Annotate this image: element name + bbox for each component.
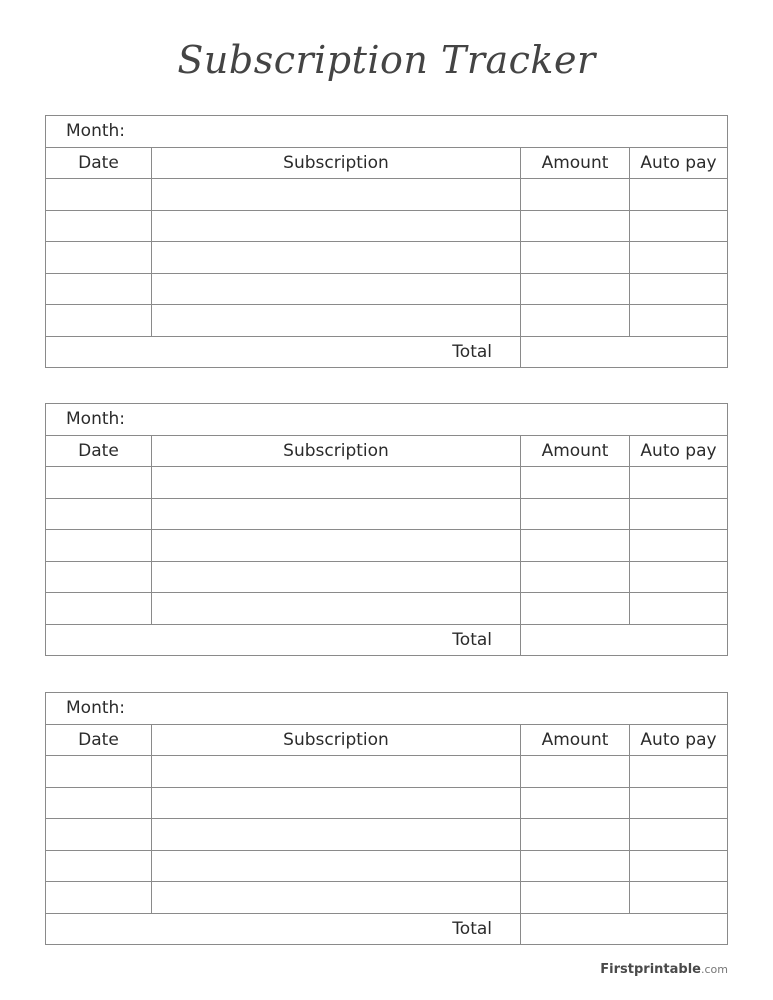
amount-cell[interactable]: [521, 305, 630, 337]
amount-cell[interactable]: [521, 819, 630, 851]
tracker-table-2: [45, 403, 728, 656]
autopay-cell[interactable]: [630, 273, 728, 305]
table-row: [46, 210, 728, 242]
amount-cell[interactable]: [521, 756, 630, 788]
col-amount-header: Amount: [521, 147, 630, 179]
month-field[interactable]: [46, 116, 728, 148]
autopay-cell[interactable]: [630, 530, 728, 562]
autopay-cell[interactable]: [630, 850, 728, 882]
date-cell[interactable]: [46, 593, 152, 625]
autopay-cell[interactable]: [630, 242, 728, 274]
subscription-cell[interactable]: [152, 210, 521, 242]
col-subscription-header: Subscription: [152, 435, 521, 467]
total-row: [46, 336, 728, 368]
date-cell[interactable]: [46, 467, 152, 499]
amount-cell[interactable]: [521, 787, 630, 819]
amount-cell[interactable]: [521, 498, 630, 530]
total-label: Total: [46, 624, 521, 656]
brand-name: Firstprintable: [600, 962, 701, 977]
subscription-cell[interactable]: [152, 179, 521, 211]
subscription-cell[interactable]: [152, 273, 521, 305]
date-cell[interactable]: [46, 561, 152, 593]
subscription-cell[interactable]: [152, 561, 521, 593]
brand-logo: [600, 962, 728, 977]
table-row: [46, 593, 728, 625]
date-cell[interactable]: [46, 850, 152, 882]
month-row: [46, 693, 728, 725]
autopay-cell[interactable]: [630, 498, 728, 530]
total-label: Total: [46, 913, 521, 945]
table-row: [46, 273, 728, 305]
amount-cell[interactable]: [521, 273, 630, 305]
tracker-table-1: [45, 115, 728, 368]
autopay-cell[interactable]: [630, 179, 728, 211]
subscription-cell[interactable]: [152, 498, 521, 530]
col-amount-header: Amount: [521, 724, 630, 756]
autopay-cell[interactable]: [630, 756, 728, 788]
table-row: [46, 467, 728, 499]
month-label: Month:: [66, 409, 126, 430]
table-row: [46, 305, 728, 337]
col-subscription-header: Subscription: [152, 724, 521, 756]
total-value-cell[interactable]: [521, 624, 728, 656]
total-value-cell[interactable]: [521, 336, 728, 368]
amount-cell[interactable]: [521, 210, 630, 242]
amount-cell[interactable]: [521, 467, 630, 499]
col-date-header: Date: [46, 724, 152, 756]
date-cell[interactable]: [46, 179, 152, 211]
table-row: [46, 850, 728, 882]
month-label: Month:: [66, 698, 126, 719]
amount-cell[interactable]: [521, 850, 630, 882]
date-cell[interactable]: [46, 787, 152, 819]
month-field[interactable]: [46, 404, 728, 436]
subscription-cell[interactable]: [152, 467, 521, 499]
table-row: [46, 179, 728, 211]
date-cell[interactable]: [46, 819, 152, 851]
table-row: [46, 882, 728, 914]
autopay-cell[interactable]: [630, 593, 728, 625]
amount-cell[interactable]: [521, 242, 630, 274]
page-title: Subscription Tracker: [177, 38, 596, 82]
date-cell[interactable]: [46, 305, 152, 337]
subscription-cell[interactable]: [152, 850, 521, 882]
subscription-cell[interactable]: [152, 787, 521, 819]
date-cell[interactable]: [46, 882, 152, 914]
subscription-cell[interactable]: [152, 593, 521, 625]
date-cell[interactable]: [46, 756, 152, 788]
col-autopay-header: Auto pay: [630, 724, 728, 756]
autopay-cell[interactable]: [630, 305, 728, 337]
col-autopay-header: Auto pay: [630, 147, 728, 179]
header-row: [46, 435, 728, 467]
subscription-cell[interactable]: [152, 305, 521, 337]
date-cell[interactable]: [46, 273, 152, 305]
amount-cell[interactable]: [521, 530, 630, 562]
col-amount-header: Amount: [521, 435, 630, 467]
col-date-header: Date: [46, 435, 152, 467]
autopay-cell[interactable]: [630, 561, 728, 593]
table-row: [46, 787, 728, 819]
subscription-cell[interactable]: [152, 242, 521, 274]
month-field[interactable]: [46, 693, 728, 725]
table-row: [46, 530, 728, 562]
date-cell[interactable]: [46, 498, 152, 530]
autopay-cell[interactable]: [630, 819, 728, 851]
date-cell[interactable]: [46, 242, 152, 274]
total-label: Total: [46, 336, 521, 368]
table-row: [46, 819, 728, 851]
table-row: [46, 242, 728, 274]
header-row: [46, 724, 728, 756]
col-date-header: Date: [46, 147, 152, 179]
subscription-cell[interactable]: [152, 882, 521, 914]
amount-cell[interactable]: [521, 179, 630, 211]
subscription-cell[interactable]: [152, 819, 521, 851]
total-row: [46, 624, 728, 656]
header-row: [46, 147, 728, 179]
amount-cell[interactable]: [521, 593, 630, 625]
brand-domain: .com: [701, 963, 728, 976]
date-cell[interactable]: [46, 530, 152, 562]
autopay-cell[interactable]: [630, 882, 728, 914]
total-row: [46, 913, 728, 945]
autopay-cell[interactable]: [630, 467, 728, 499]
col-subscription-header: Subscription: [152, 147, 521, 179]
col-autopay-header: Auto pay: [630, 435, 728, 467]
month-label: Month:: [66, 121, 126, 142]
date-cell[interactable]: [46, 210, 152, 242]
month-row: [46, 404, 728, 436]
tracker-table-3: [45, 692, 728, 945]
amount-cell[interactable]: [521, 882, 630, 914]
autopay-cell[interactable]: [630, 787, 728, 819]
table-row: [46, 561, 728, 593]
subscription-cell[interactable]: [152, 756, 521, 788]
amount-cell[interactable]: [521, 561, 630, 593]
total-value-cell[interactable]: [521, 913, 728, 945]
table-row: [46, 756, 728, 788]
table-row: [46, 498, 728, 530]
month-row: [46, 116, 728, 148]
autopay-cell[interactable]: [630, 210, 728, 242]
subscription-cell[interactable]: [152, 530, 521, 562]
